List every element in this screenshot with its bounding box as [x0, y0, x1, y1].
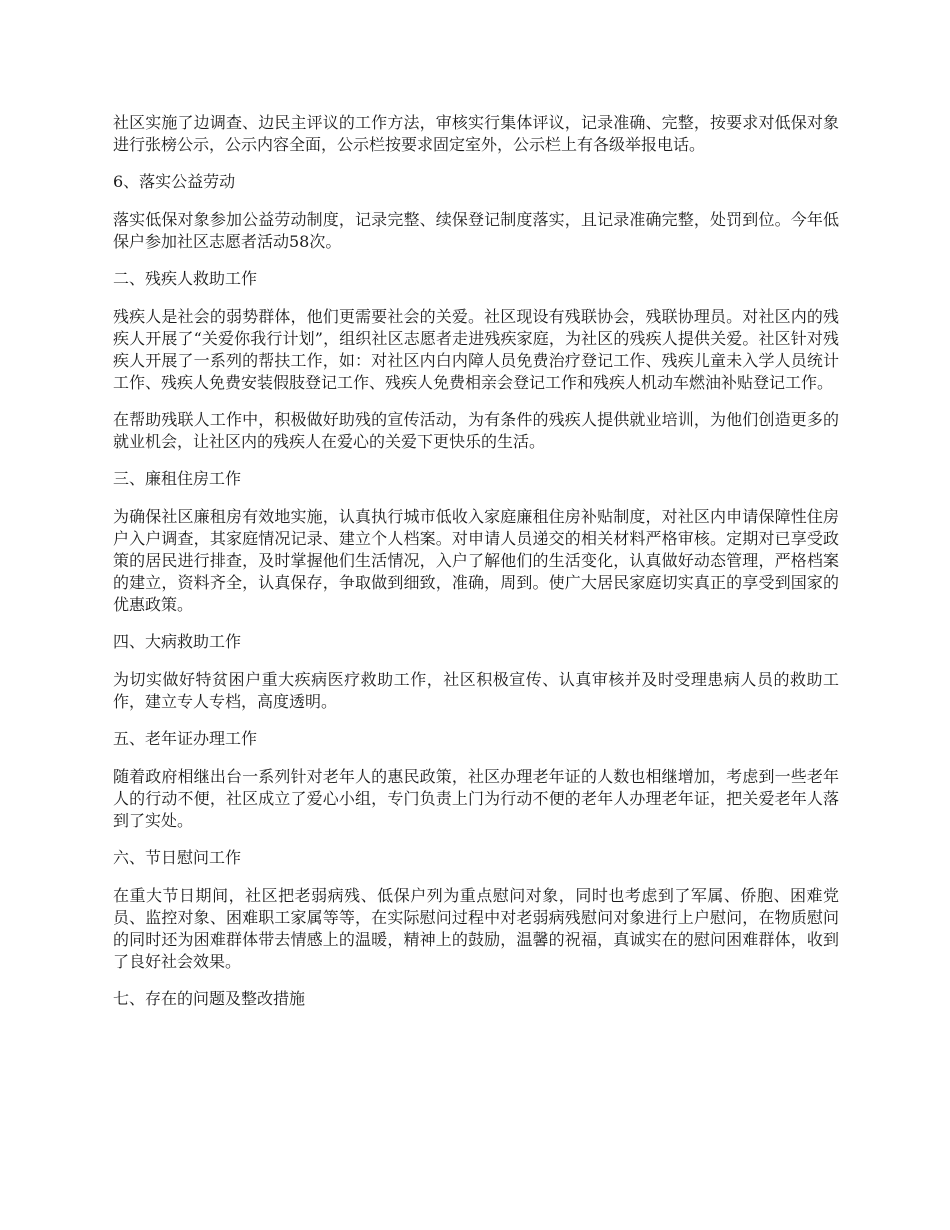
paragraph-low-rent-housing: 为确保社区廉租房有效地实施，认真执行城市低收入家庭廉租住房补贴制度，对社区内申请保障性住房户入户调查，其家庭情况记录、建立个人档案。对申请人员递交的相关材料严格审核。定期对已享受政策的居民进行排查，及时掌握他们生活情况，入户了解他们的生活变化，认真做好动态管理，严格档案的建立，资料齐全，认真保存，争取做到细致，准确，周到。使广大居民家庭切实真正的享受到国家的优惠政策。: [113, 507, 839, 614]
heading-senior-card: 五、老年证办理工作: [113, 729, 258, 748]
heading-public-labor: 6、落实公益劳动: [113, 172, 236, 191]
paragraph-publicity: 社区实施了边调查、边民主评议的工作方法，审核实行集体评议，记录准确、完整，按要求对低保对象进行张榜公示，公示内容全面，公示栏按要求固定室外，公示栏上有各级举报电话。: [113, 113, 839, 154]
paragraph-public-labor: 落实低保对象参加公益劳动制度，记录完整、续保登记制度落实，且记录准确完整，处罚到位。今年低保户参加社区志愿者活动58次。: [113, 210, 839, 251]
paragraph-serious-illness-aid: 为切实做好特贫困户重大疾病医疗救助工作，社区积极宣传、认真审核并及时受理患病人员的救助工作，建立专人专档，高度透明。: [113, 670, 839, 711]
heading-disability-aid: 二、残疾人救助工作: [113, 269, 258, 288]
paragraph-senior-card: 随着政府相继出台一系列针对老年人的惠民政策，社区办理老年证的人数也相继增加，考虑到一些老年人的行动不便，社区成立了爱心小组，专门负责上门为行动不便的老年人办理老年证，把关爱老年人落到了实处。: [113, 767, 839, 830]
paragraph-disability-employment: 在帮助残联人工作中，积极做好助残的宣传活动，为有条件的残疾人提供就业培训，为他们创造更多的就业机会，让社区内的残疾人在爱心的关爱下更快乐的生活。: [113, 410, 839, 451]
heading-problems-measures: 七、存在的问题及整改措施: [113, 989, 306, 1008]
heading-serious-illness-aid: 四、大病救助工作: [113, 632, 242, 651]
paragraph-disability-aid: 残疾人是社会的弱势群体，他们更需要社会的关爱。社区现设有残联协会，残联协理员。对社区内的残疾人开展了“关爱你我行计划”，组织社区志愿者走进残疾家庭，为社区的残疾人提供关爱。社区针对残疾人开展了一系列的帮扶工作，如：对社区内白内障人员免费治疗登记工作、残疾儿童未入学人员统计工作、残疾人免费安装假肢登记工作、残疾人免费相亲会登记工作和残疾人机动车燃油补贴登记工作。: [113, 307, 839, 392]
heading-low-rent-housing: 三、廉租住房工作: [113, 469, 242, 488]
heading-holiday-visits: 六、节日慰问工作: [113, 848, 242, 867]
document-body: [113, 112, 839, 1026]
paragraph-holiday-visits: 在重大节日期间，社区把老弱病残、低保户列为重点慰问对象，同时也考虑到了军属、侨胞、困难党员、监控对象、困难职工家属等等，在实际慰问过程中对老弱病残慰问对象进行上户慰问，在物质慰问的同时还为困难群体带去情感上的温暖，精神上的鼓励，温馨的祝福，真诚实在的慰问困难群体，收到了良好社会效果。: [113, 886, 839, 971]
